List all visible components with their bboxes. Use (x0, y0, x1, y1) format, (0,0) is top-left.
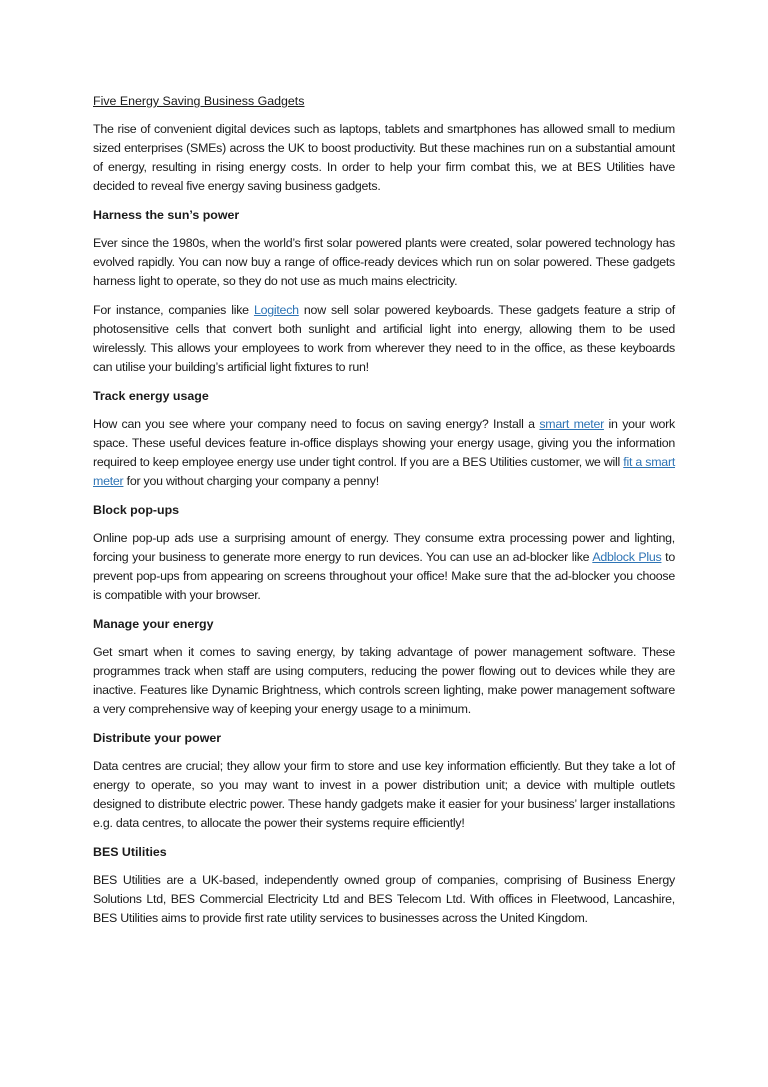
text: How can you see where your company need to focus on saving energy? Install a (93, 417, 540, 431)
section-heading-harness-sun: Harness the sun’s power (93, 208, 240, 222)
intro-paragraph: The rise of convenient digital devices such as laptops, tablets and smartphones has allowed small to medium sized enterprises (SMEs) across the UK to boost productivity. But these machines run on a substantial amount of energy, resulting in rising energy costs. In order to help your firm combat this, we at BES Utilities have decided to reveal five energy saving business gadgets. (93, 122, 675, 193)
document-page (93, 92, 675, 938)
paragraph-data-centres: Data centres are crucial; they allow your firm to store and use key information efficiently. But they take a lot of energy to operate, so you may want to invest in a power distribution unit; a device with multiple outlets designed to distribute electric power. These handy gadgets make it easier for your business’ larger installations e.g. data centres, to allocate the power their systems require efficiently! (93, 759, 675, 830)
paragraph-popups (93, 529, 675, 605)
document-title: Five Energy Saving Business Gadgets (93, 94, 305, 108)
text: Online pop-up ads use a surprising amount of energy. They consume extra processing power and lighting, forcing your business to generate more energy to run devices. You can use an ad-blocker like (93, 531, 675, 564)
section-heading-track-energy: Track energy usage (93, 389, 209, 403)
adblock-plus-link[interactable]: Adblock Plus (592, 550, 662, 564)
text: to prevent pop-ups from appearing on screens throughout your office! Make sure that the ad-blocker you choose is compatible with your browser. (93, 550, 675, 602)
text: for you without charging your company a penny! (123, 474, 379, 488)
paragraph-solar-keyboards (93, 301, 675, 377)
section-heading-manage-energy: Manage your energy (93, 617, 214, 631)
text: For instance, companies like (93, 303, 254, 317)
section-heading-block-popups: Block pop-ups (93, 503, 180, 517)
logitech-link[interactable]: Logitech (253, 303, 299, 317)
section-heading-bes-utilities: BES Utilities (93, 845, 167, 859)
fit-smart-meter-link[interactable]: fit a smart meter (93, 455, 676, 488)
text: in your work space. These useful devices feature in-office displays showing your energy usage, giving you the information required to keep employee energy use under tight control. If you are a BES Utilities customer, we will (93, 417, 675, 469)
text: now sell solar powered keyboards. These gadgets feature a strip of photosensitive cells that convert both sunlight and artificial light into energy, allowing them to be used wirelessly. This allows your employees to work from wherever they need to in the office, as these keyboards can utilise your building’s artificial light fixtures to run! (93, 303, 675, 374)
paragraph-power-management: Get smart when it comes to saving energy, by taking advantage of power management software. These programmes track when staff are using computers, reducing the power flowing out to devices while they are inactive. Features like Dynamic Brightness, which controls screen lighting, make power management software a very comprehensive way of keeping your energy usage to a minimum. (93, 645, 675, 716)
paragraph-about-bes: BES Utilities are a UK-based, independently owned group of companies, comprising of Business Energy Solutions Ltd, BES Commercial Electricity Ltd and BES Telecom Ltd. With offices in Fleetwood, Lancashire, BES Utilities aims to provide first rate utility services to businesses across the United Kingdom. (93, 873, 675, 925)
paragraph-smart-meter (93, 415, 675, 491)
smart-meter-link[interactable]: smart meter (539, 417, 605, 431)
paragraph-solar-history: Ever since the 1980s, when the world’s first solar powered plants were created, solar powered technology has evolved rapidly. You can now buy a range of office-ready devices which run on solar powered. These gadgets harness light to operate, so they do not use as much mains electricity. (93, 236, 675, 288)
section-heading-distribute-power: Distribute your power (93, 731, 222, 745)
